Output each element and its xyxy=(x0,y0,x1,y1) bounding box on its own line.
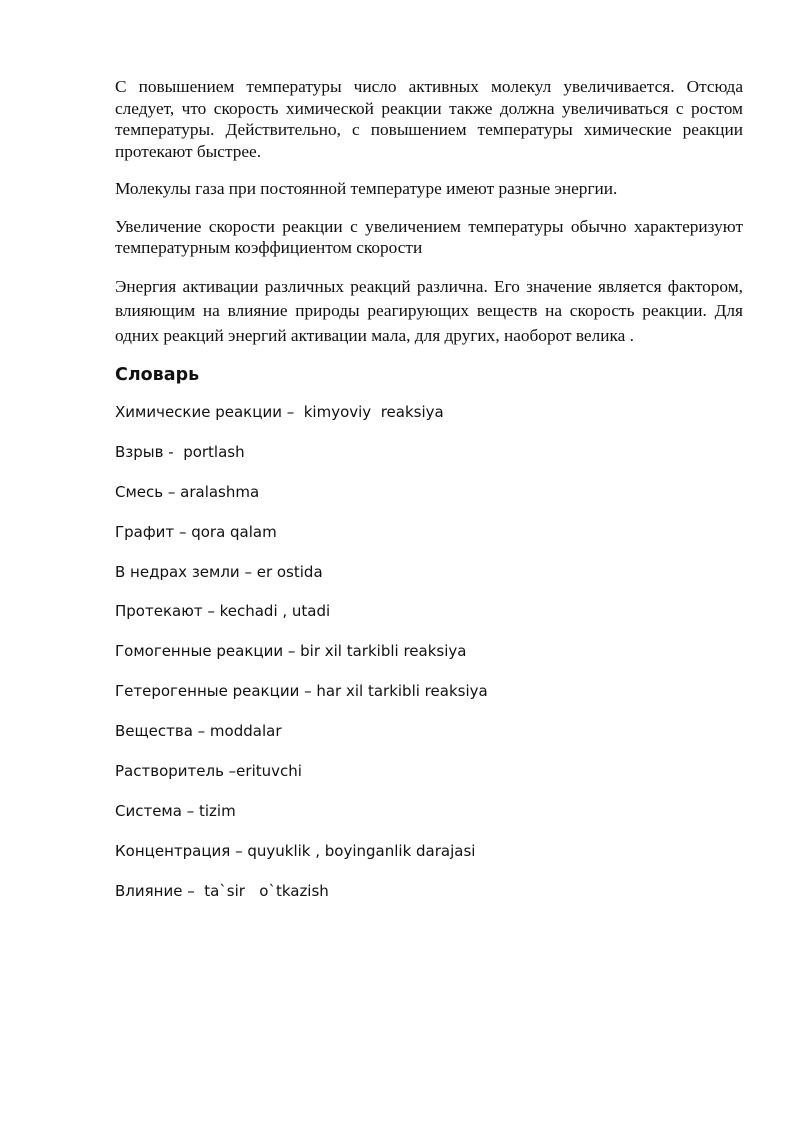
glossary-item: Концентрация – quyuklik , boyinganlik darajasi xyxy=(115,841,476,860)
paragraph-temperature-effect: С повышением температуры число активных молекул увеличивается. Отсюда следует, что скорость химической реакции также должна увеличиваться с ростом температуры. Действительно, с повышением температуры химические реакции протекают быстрее. xyxy=(115,77,743,161)
document-page xyxy=(115,76,743,921)
glossary-item: Химические реакции – kimyoviy reaksiya xyxy=(115,403,444,421)
glossary-list xyxy=(115,402,743,901)
glossary-item: Система – tizim xyxy=(115,801,236,820)
glossary-item: Гетерогенные реакции – har xil tarkibli reaksiya xyxy=(115,682,488,701)
glossary-item: Протекают – kechadi , utadi xyxy=(115,602,331,621)
glossary-item: Графит – qora qalam xyxy=(115,522,277,541)
paragraph-activation-energy: Энергия активации различных реакций различна. Его значение является фактором, влияющим на влияние природы реагирующих веществ на скорость реакции. Для одних реакций энергий активации мала, для других, наоборот велика . xyxy=(115,276,743,345)
paragraph-temperature-coefficient: Увеличение скорости реакции с увеличением температуры обычно характеризуют температурным коэффициентом скорости xyxy=(115,216,743,257)
glossary-item: Смесь – aralashma xyxy=(115,482,260,501)
glossary-item: Растворитель –erituvchi xyxy=(115,762,302,781)
glossary-item: В недрах земли – er ostida xyxy=(115,562,323,581)
glossary-title: Словарь xyxy=(115,365,200,385)
glossary-item: Гомогенные реакции – bir xil tarkibli reaksiya xyxy=(115,642,467,661)
glossary-item: Влияние – ta`sir o`tkazish xyxy=(115,881,329,900)
glossary-item: Вещества – moddalar xyxy=(115,722,282,741)
glossary-item: Взрыв - portlash xyxy=(115,442,245,461)
paragraph-gas-molecules: Молекулы газа при постоянной температуре имеют разные энергии. xyxy=(115,179,618,198)
